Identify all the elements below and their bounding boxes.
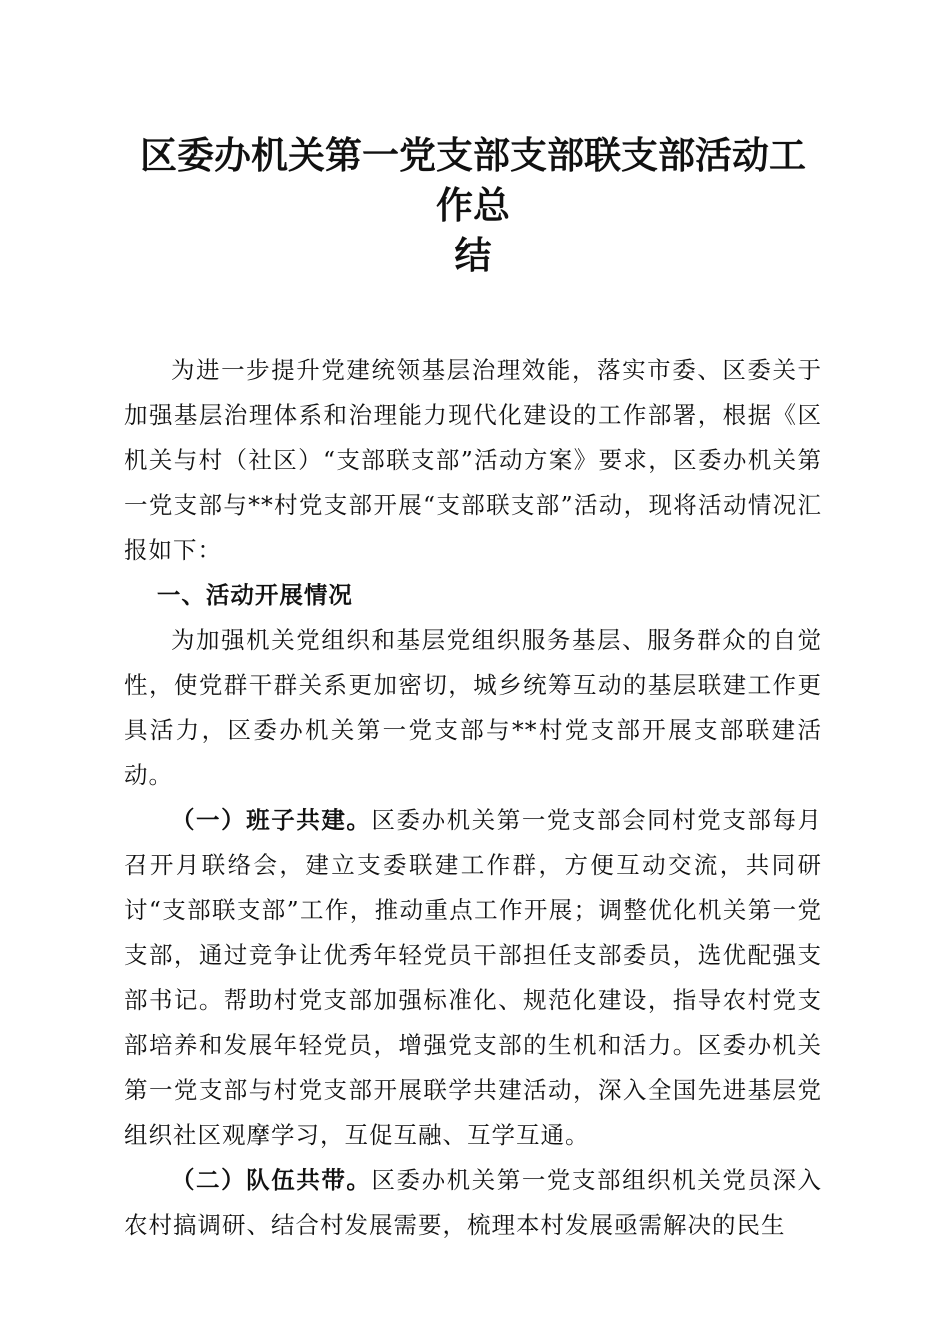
item-2-lead: （二）队伍共带。	[171, 1166, 372, 1194]
title-line-1: 区委办机关第一党支部支部联支部活动工作总	[140, 133, 806, 227]
item-1-text: 区委办机关第一党支部会同村党支部每月召开月联络会，建立支委联建工作群，方便互动交流，共同研讨“支部联支部”工作，推动重点工作开展；调整优化机关第一党支部，通过竞争让优秀年轻党员干部担任支部委员，选优配强支部书记。帮助村党支部加强标准化、规范化建设，指导农村党支部培养和发展年轻党员，增强党支部的生机和活力。区委办机关第一党支部与村党支部开展联学共建活动，深入全国先进基层党组织社区观摩学习，互促互融、互学互通。	[124, 806, 823, 1149]
document-body	[124, 348, 822, 1248]
item-2-paragraph	[124, 1158, 822, 1248]
section-1-paragraph: 为加强机关党组织和基层党组织服务基层、服务群众的自觉性，使党群干群关系更加密切，城乡统筹互动的基层联建工作更具活力，区委办机关第一党支部与**村党支部开展支部联建活动。	[124, 626, 822, 789]
item-1-lead: （一）班子共建。	[171, 806, 372, 834]
document-title	[124, 130, 822, 280]
item-1-paragraph	[124, 798, 822, 1158]
title-line-2: 结	[454, 233, 492, 277]
section-heading-1: 一、活动开展情况	[156, 581, 353, 609]
intro-paragraph: 为进一步提升党建统领基层治理效能，落实市委、区委关于加强基层治理体系和治理能力现代化建设的工作部署，根据《区机关与村（社区）“支部联支部”活动方案》要求，区委办机关第一党支部与**村党支部开展“支部联支部”活动，现将活动情况汇报如下：	[124, 356, 822, 564]
item-2-text: 区委办机关第一党支部组织机关党员深入农村搞调研、结合村发展需要，梳理本村发展亟需解决的民生	[124, 1166, 823, 1239]
